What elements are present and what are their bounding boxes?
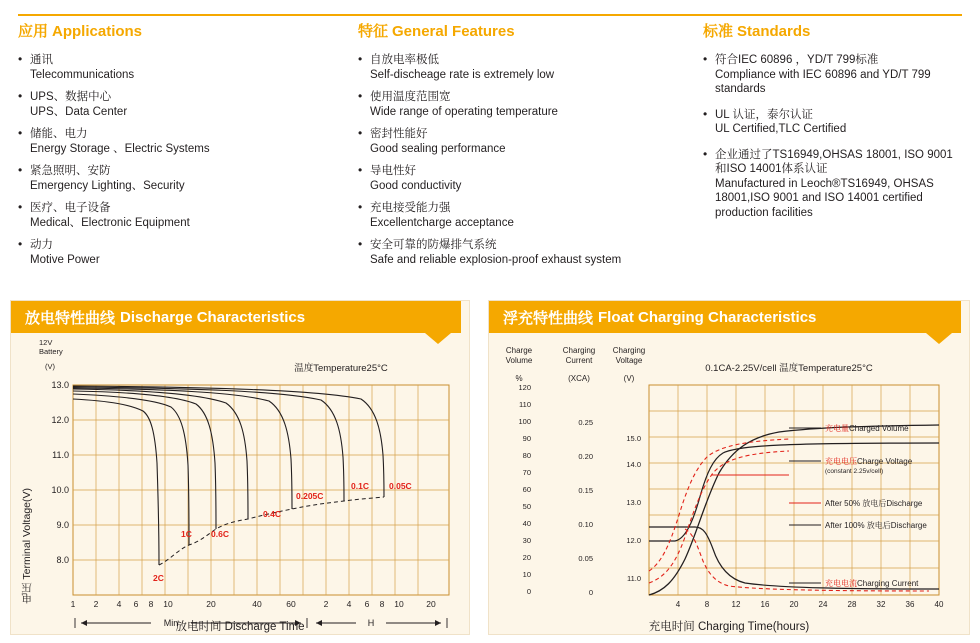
svg-text:50: 50 xyxy=(522,502,531,511)
svg-text:13.0: 13.0 xyxy=(626,498,641,507)
svg-text:120: 120 xyxy=(518,383,531,392)
panel-discharge-characteristics xyxy=(10,300,470,635)
svg-text:12.0: 12.0 xyxy=(51,415,69,425)
svg-text:12V: 12V xyxy=(39,338,53,347)
discharge-svg xyxy=(11,333,471,635)
list-item: • 密封性能好 Good sealing performance xyxy=(358,127,703,157)
curve-label-2c: 2C xyxy=(153,573,164,583)
svg-text:1: 1 xyxy=(70,599,76,609)
list-item: • 充电接受能力强 Excellentcharge acceptance xyxy=(358,201,703,231)
svg-text:10.0: 10.0 xyxy=(51,485,69,495)
list-item: • 紧急照明、安防 Emergency Lighting、Security xyxy=(18,164,358,194)
svg-text:6: 6 xyxy=(133,599,139,609)
svg-text:13.0: 13.0 xyxy=(51,380,69,390)
svg-text:40: 40 xyxy=(252,599,262,609)
svg-text:8: 8 xyxy=(379,599,385,609)
list-item: • 储能、电力 Energy Storage 、Electric Systems xyxy=(18,127,358,157)
svg-text:8.0: 8.0 xyxy=(56,555,69,565)
panel-title-float xyxy=(489,301,961,333)
svg-text:15.0: 15.0 xyxy=(626,434,641,443)
svg-text:8: 8 xyxy=(704,600,710,609)
panel-float-charging-characteristics xyxy=(488,300,970,635)
annotation-after-50: After 50% 放电后Discharge xyxy=(825,499,923,508)
svg-text:40: 40 xyxy=(934,600,944,609)
svg-text:20: 20 xyxy=(522,553,531,562)
curve-label-0-4c: 0.4C xyxy=(263,509,281,519)
curve-label-1c: 1C xyxy=(181,529,192,539)
svg-text:6: 6 xyxy=(364,599,370,609)
panel-title-cn: 放电特性曲线 xyxy=(25,309,116,327)
list-item: • 安全可靠的防爆排气系统 Safe and reliable explosion-proof exhaust system xyxy=(358,238,703,268)
svg-text:9.0: 9.0 xyxy=(56,520,69,530)
svg-text:Volume: Volume xyxy=(505,356,533,365)
panel-title-en: Discharge Characteristics xyxy=(120,308,306,326)
section-title-general-features xyxy=(358,20,703,41)
svg-text:0.05: 0.05 xyxy=(578,554,593,563)
curve-label-0-205c: 0.205C xyxy=(296,491,324,501)
float-note: 0.1CA-2.25V/cell 温度Temperature25°C xyxy=(705,363,873,374)
discharge-x-caption: 放电时间 Discharge Time xyxy=(175,621,305,633)
svg-text:10: 10 xyxy=(163,599,173,609)
svg-text:0.15: 0.15 xyxy=(578,486,593,495)
svg-text:30: 30 xyxy=(522,536,531,545)
section-title-cn: 特征 xyxy=(358,23,389,40)
curve-label-0-1c: 0.1C xyxy=(351,481,369,491)
discharge-plot xyxy=(11,333,469,634)
svg-text:0: 0 xyxy=(588,588,593,597)
float-svg xyxy=(489,333,971,635)
list-item: • 通讯 Telecommunications xyxy=(18,53,358,83)
x-group-left: Min xyxy=(163,618,179,628)
list-item: • 导电性好 Good conductivity xyxy=(358,164,703,194)
svg-text:90: 90 xyxy=(522,434,531,443)
section-title-cn: 标准 xyxy=(703,23,734,40)
svg-text:60: 60 xyxy=(286,599,296,609)
svg-text:4: 4 xyxy=(116,599,122,609)
svg-text:20: 20 xyxy=(789,600,799,609)
svg-text:28: 28 xyxy=(847,600,857,609)
svg-text:8: 8 xyxy=(148,599,154,609)
list-item: • 医疗、电子设备 Medical、Electronic Equipment xyxy=(18,201,358,231)
svg-text:Charge: Charge xyxy=(505,346,533,355)
svg-text:100: 100 xyxy=(518,417,531,426)
list-item: • 符合IEC 60896 ，YD/T 799标准 Compliance with IEC 60896 and YD/T 799 standards xyxy=(703,53,962,97)
svg-text:(XCA): (XCA) xyxy=(568,374,590,383)
section-title-en: Standards xyxy=(737,23,811,40)
svg-text:11.0: 11.0 xyxy=(626,574,641,583)
annotation-charged-volume: 充电量Charged Volume xyxy=(825,424,909,433)
svg-text:(V): (V) xyxy=(623,374,635,383)
svg-text:0.20: 0.20 xyxy=(578,452,593,461)
svg-text:110: 110 xyxy=(519,400,531,409)
section-title-cn: 应用 xyxy=(18,23,49,40)
svg-text:4: 4 xyxy=(346,599,352,609)
svg-text:12.0: 12.0 xyxy=(626,536,641,545)
svg-text:70: 70 xyxy=(522,468,531,477)
section-title-en: General Features xyxy=(392,23,515,40)
section-title-applications xyxy=(18,20,358,41)
svg-text:10: 10 xyxy=(522,570,531,579)
svg-text:20: 20 xyxy=(426,599,436,609)
svg-text:16: 16 xyxy=(760,600,770,609)
list-item: • 动力 Motive Power xyxy=(18,238,358,268)
standards-list xyxy=(703,53,962,220)
x-group-right: H xyxy=(367,618,375,628)
section-applications xyxy=(18,20,358,290)
svg-text:(V): (V) xyxy=(45,362,55,371)
svg-text:10: 10 xyxy=(394,599,404,609)
section-title-en: Applications xyxy=(52,23,143,40)
svg-text:12: 12 xyxy=(731,600,741,609)
discharge-y-axis-title: 电压 Terminal Voltage(V) xyxy=(21,488,33,604)
list-item: • 自放电率极低 Self-discheage rate is extremely low xyxy=(358,53,703,83)
svg-text:32: 32 xyxy=(876,600,886,609)
float-x-caption: 充电时间 Charging Time(hours) xyxy=(648,621,810,633)
panel-title-discharge xyxy=(11,301,461,333)
svg-text:温度Temperature25°C: 温度Temperature25°C xyxy=(294,363,388,374)
panel-title-cn: 浮充特性曲线 xyxy=(503,309,594,327)
section-standards xyxy=(703,20,962,290)
general-features-list xyxy=(358,53,703,268)
svg-text:40: 40 xyxy=(522,519,531,528)
annotation-after-100: After 100% 放电后Discharge xyxy=(825,521,927,530)
svg-text:24: 24 xyxy=(818,600,828,609)
top-divider xyxy=(18,14,962,16)
svg-text:0: 0 xyxy=(526,587,531,596)
svg-text:Current: Current xyxy=(565,356,593,365)
svg-text:0.10: 0.10 xyxy=(578,520,593,529)
svg-text:Charging: Charging xyxy=(562,346,596,355)
svg-text:2: 2 xyxy=(323,599,329,609)
svg-text:60: 60 xyxy=(522,485,531,494)
curve-label-0-05c: 0.05C xyxy=(389,481,412,491)
svg-text:20: 20 xyxy=(206,599,216,609)
svg-text:Charging: Charging xyxy=(612,346,646,355)
annotation-charge-voltage: 充电电压Charge Voltage xyxy=(825,457,913,466)
annotation-charge-voltage-sub: (constant 2.25v/cell) xyxy=(825,468,884,475)
curve-label-0-6c: 0.6C xyxy=(211,529,229,539)
panel-title-en: Float Charging Characteristics xyxy=(598,308,817,326)
svg-text:14.0: 14.0 xyxy=(626,460,641,469)
list-item: • UL 认证，泰尔认证 UL Certified,TLC Certified xyxy=(703,108,962,137)
svg-text:11.0: 11.0 xyxy=(52,450,69,460)
svg-text:36: 36 xyxy=(905,600,915,609)
svg-text:0.25: 0.25 xyxy=(578,418,593,427)
svg-text:80: 80 xyxy=(522,451,531,460)
annotation-charging-current: 充电电流Charging Current xyxy=(825,579,919,588)
list-item: • UPS、数据中心 UPS、Data Center xyxy=(18,90,358,120)
section-general-features xyxy=(358,20,703,290)
list-item: • 企业通过了TS16949,OHSAS 18001, ISO 9001和ISO 14001体系认证 Manufactured in Leoch®TS16949, OHSAS 18001,ISO 9001 and ISO 14001 certified production facilities xyxy=(703,148,962,221)
svg-text:2: 2 xyxy=(93,599,99,609)
feature-columns xyxy=(18,20,962,290)
section-title-standards xyxy=(703,20,962,41)
svg-text:%: % xyxy=(515,374,523,383)
svg-text:4: 4 xyxy=(675,600,681,609)
svg-text:Battery: Battery xyxy=(39,347,63,356)
applications-list xyxy=(18,53,358,268)
float-plot xyxy=(489,333,969,634)
list-item: • 使用温度范围宽 Wide range of operating temperature xyxy=(358,90,703,120)
svg-text:Voltage: Voltage xyxy=(615,356,643,365)
